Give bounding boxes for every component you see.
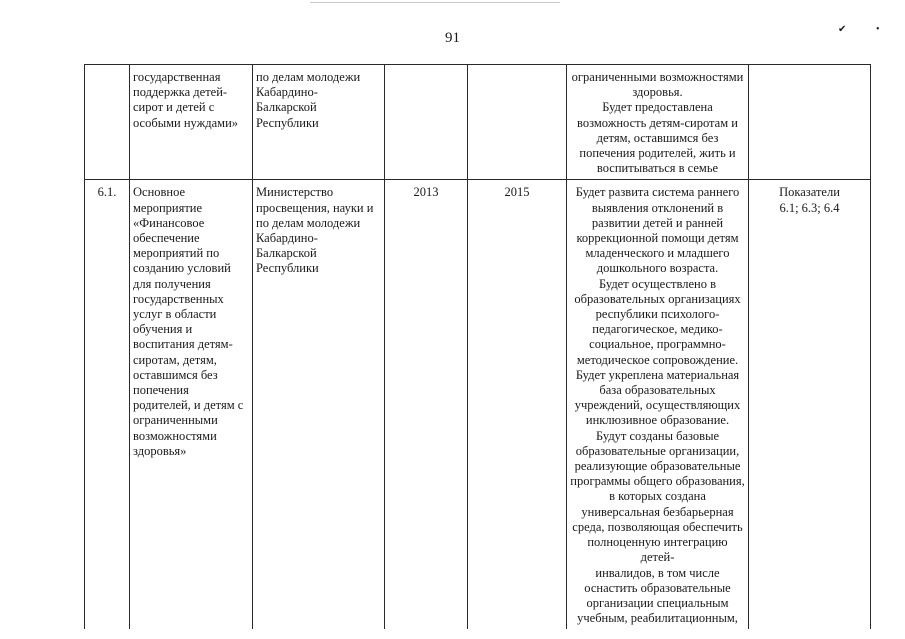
- table-row: [85, 180, 871, 629]
- expected-result-cell: ограниченными возможностями здоровья. Будет предоставлена возможность детям-сиротам и детям, оставшимся без попечения родителей, жить и воспитываться в семье: [567, 65, 749, 180]
- indicators-cell: Показатели 6.1; 6.3; 6.4: [749, 180, 871, 629]
- start-year-cell: [385, 65, 468, 180]
- row-number-cell: [85, 65, 130, 180]
- page-number: 91: [445, 30, 460, 46]
- expected-result-cell: Будет развита система раннего выявления отклонений в развитии детей и ранней коррекционной помощи детям младенческого и младшего дошкольного возраста. Будет осуществлено в образовательных организациях республики психолого- педагогическое, медико- социальное, программно- методическое сопровождение. Будет укреплена материальная база образовательных учреждений, осуществляющих инклюзивное образование. Будут созданы базовые образовательные организации, реализующие образовательные программы общего образования, в которых создана универсальная безбарьерная среда, позволяющая обеспечить полноценную интеграцию детей- инвалидов, в том числе оснастить образовательные организации специальным учебным, реабилитационным,: [567, 180, 749, 629]
- executor-cell: Министерство просвещения, науки и по делам молодежи Кабардино- Балкарской Республики: [253, 180, 385, 629]
- scan-mark: ✔: [838, 24, 847, 35]
- end-year-cell: [468, 65, 567, 180]
- activity-title-cell: Основное мероприятие «Финансовое обеспечение мероприятий по созданию условий для получения государственных услуг в области обучения и воспитания детям- сиротам, детям, оставшимся без попечения родителей, и детям с ограниченными возможностями здоровья»: [130, 180, 253, 629]
- table-row: [85, 65, 871, 180]
- start-year-cell: 2013: [385, 180, 468, 629]
- program-table: [84, 64, 871, 629]
- scan-mark: •: [876, 24, 880, 35]
- indicators-cell: [749, 65, 871, 180]
- row-number-cell: 6.1.: [85, 180, 130, 629]
- executor-cell: по делам молодежи Кабардино- Балкарской Республики: [253, 65, 385, 180]
- end-year-cell: 2015: [468, 180, 567, 629]
- page-top-line: [310, 2, 560, 3]
- activity-title-cell: государственная поддержка детей- сирот и детей с особыми нуждами»: [130, 65, 253, 180]
